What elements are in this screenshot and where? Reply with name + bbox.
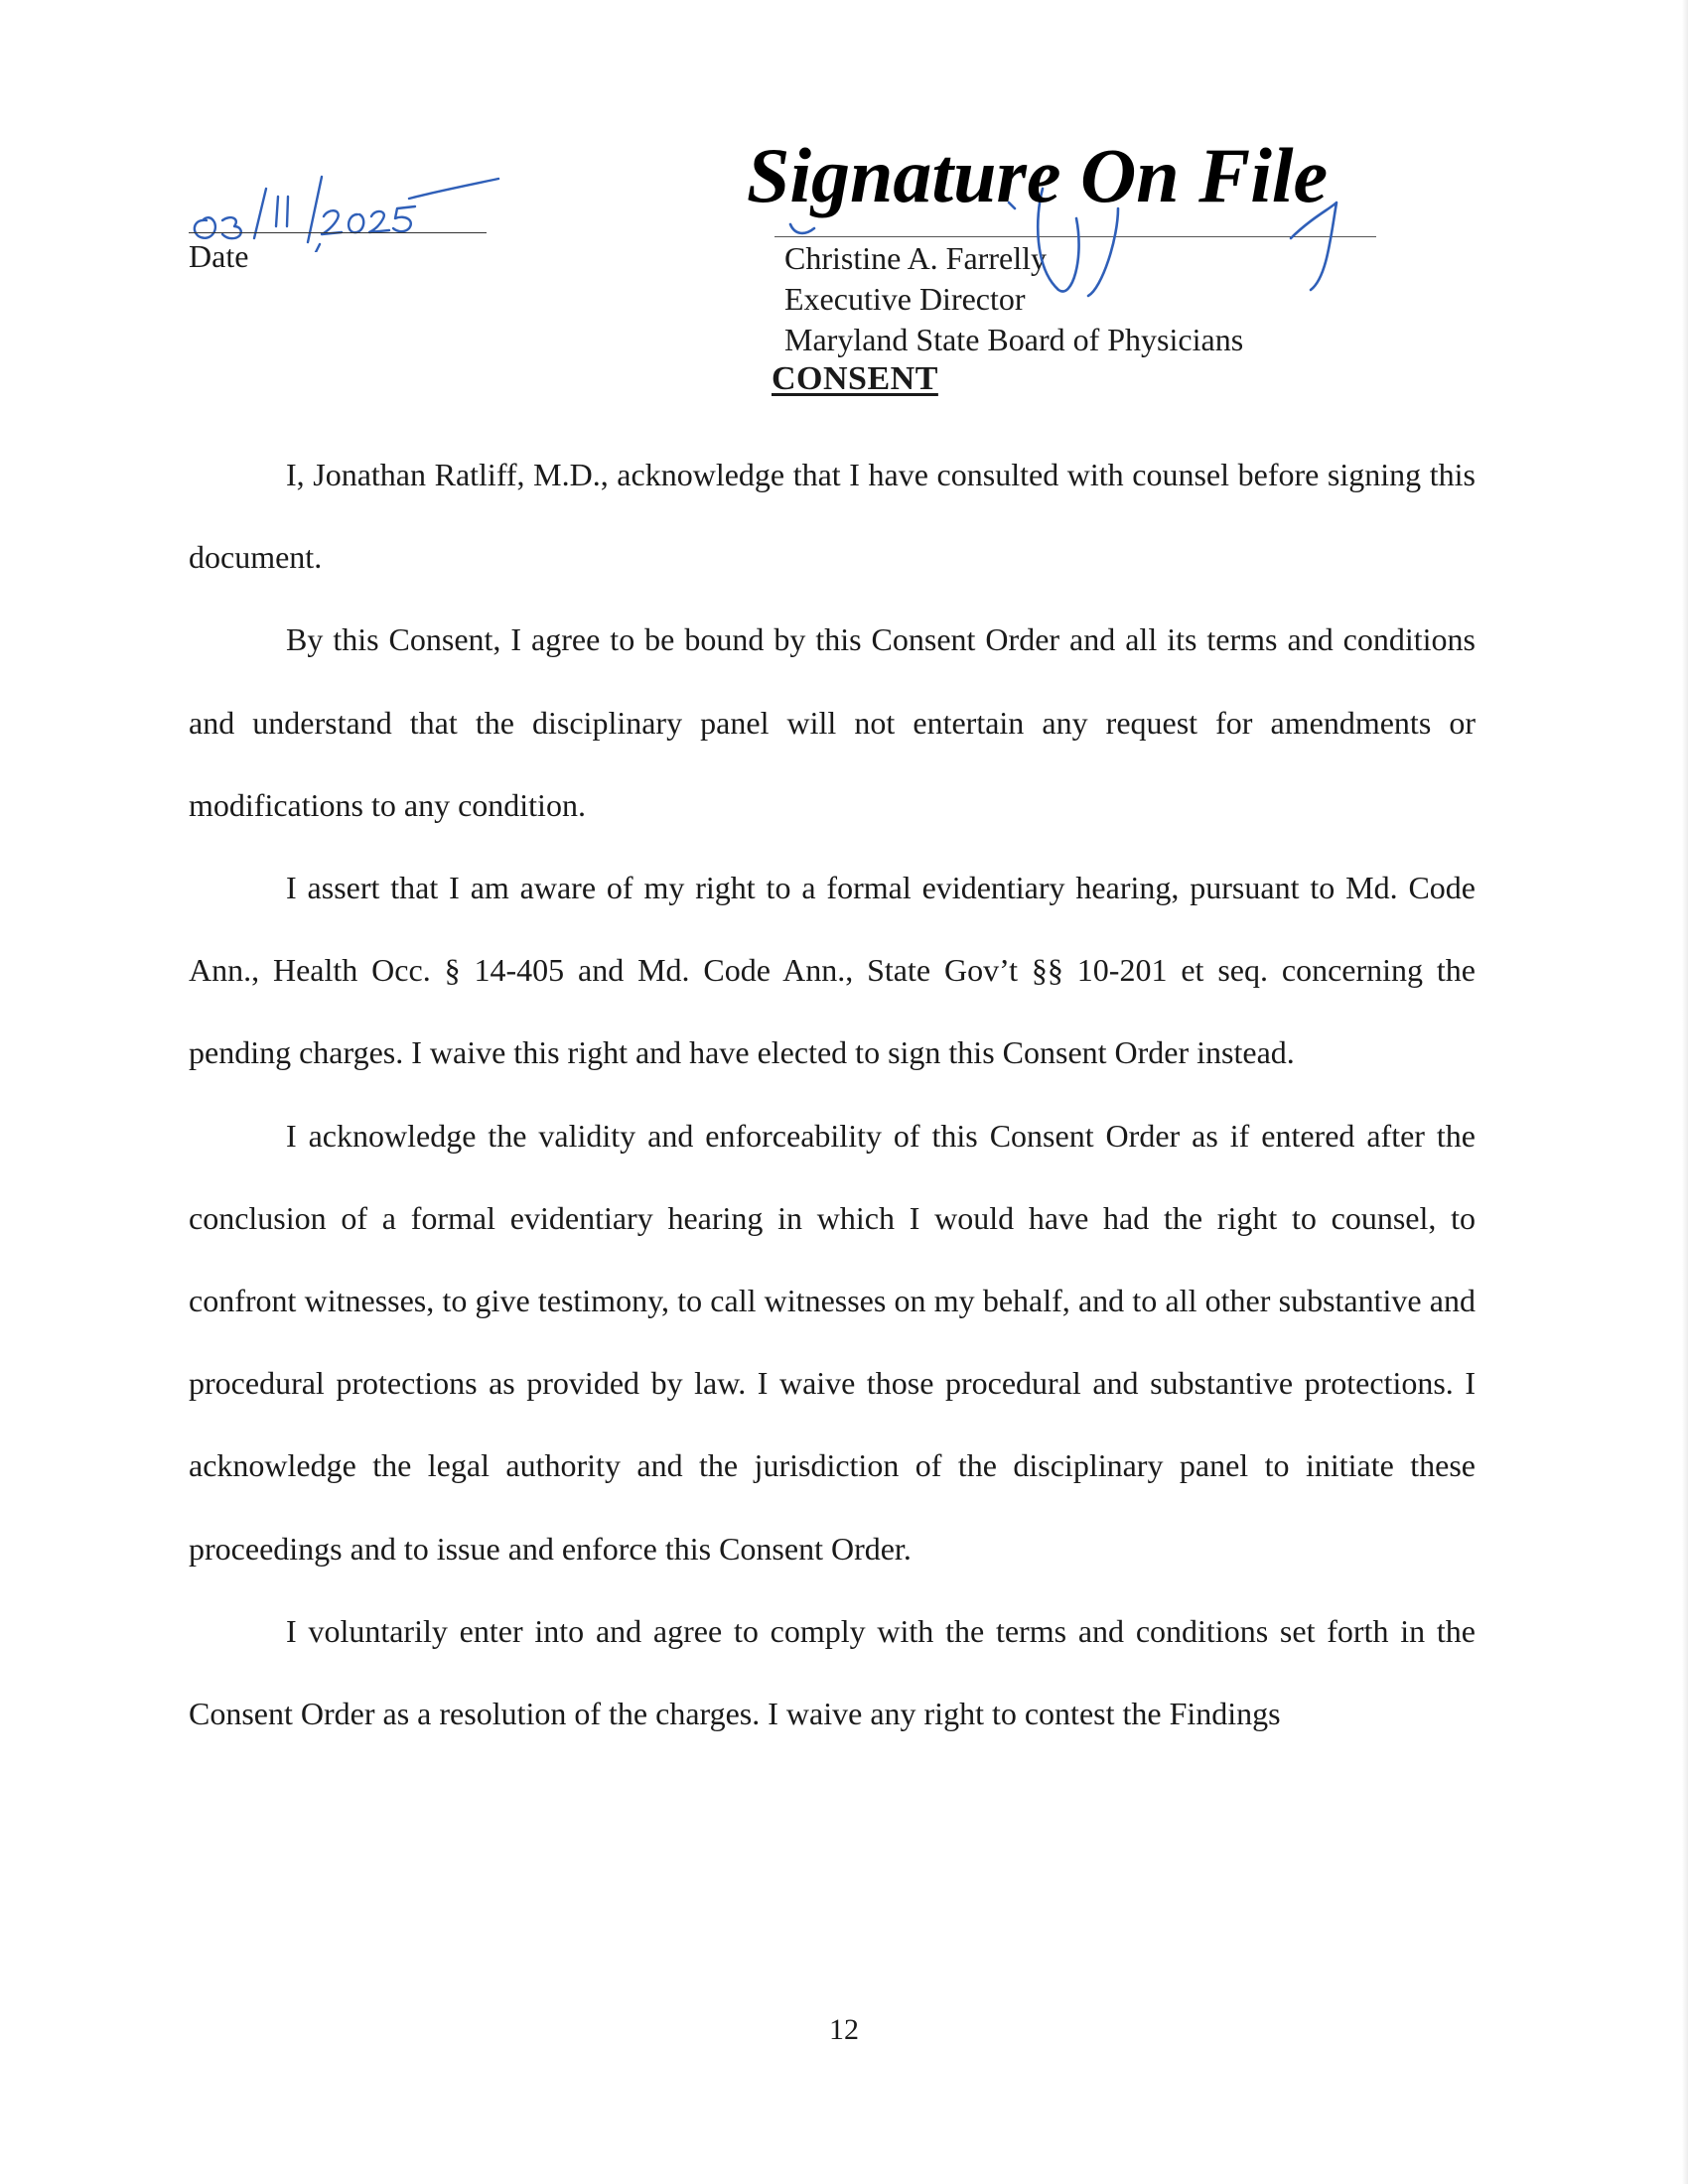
date-signature-line — [189, 232, 487, 233]
paragraph: I acknowledge the validity and enforceability of this Consent Order as if entered after the conclusion of a formal evidentiary hearing in which I would have had the right to counsel, to confront witnesses, to give testimony, to call witnesses on my behalf, and to all other substantive and procedural protections as provided by law. I waive those procedural and substantive protections. I acknowledge the legal authority and the jurisdiction of the disciplinary panel to initiate these proceedings and to issue and enforce this Consent Order. — [189, 1117, 1476, 1567]
signer-organization: Maryland State Board of Physicians — [784, 322, 1244, 357]
signature-on-file-stamp: Signature On File — [747, 132, 1329, 218]
signer-name: Christine A. Farrelly — [784, 240, 1047, 276]
scan-edge-shadow — [1682, 0, 1688, 2184]
consent-body — [189, 434, 1476, 1755]
date-label: Date — [189, 238, 249, 274]
signer-title: Executive Director — [784, 281, 1026, 317]
section-heading: CONSENT — [772, 360, 938, 397]
paragraph: I assert that I am aware of my right to a formal evidentiary hearing, pursuant to Md. Code Ann., Health Occ. § 14-405 and Md. Code Ann., State Gov’t §§ 10-201 et seq. concerning the pending charges. I waive this right and have elected to sign this Consent Order instead. — [189, 870, 1476, 1071]
paragraph: I, Jonathan Ratliff, M.D., acknowledge that I have consulted with counsel before signing this document. — [189, 457, 1476, 576]
page-number: 12 — [829, 2013, 859, 2046]
paragraph: I voluntarily enter into and agree to comply with the terms and conditions set forth in the Consent Order as a resolution of the charges. I waive any right to contest the Findings — [189, 1612, 1476, 1732]
paragraph: By this Consent, I agree to be bound by this Consent Order and all its terms and conditions and understand that the disciplinary panel will not entertain any request for amendments or modifications to any condition. — [189, 621, 1476, 823]
